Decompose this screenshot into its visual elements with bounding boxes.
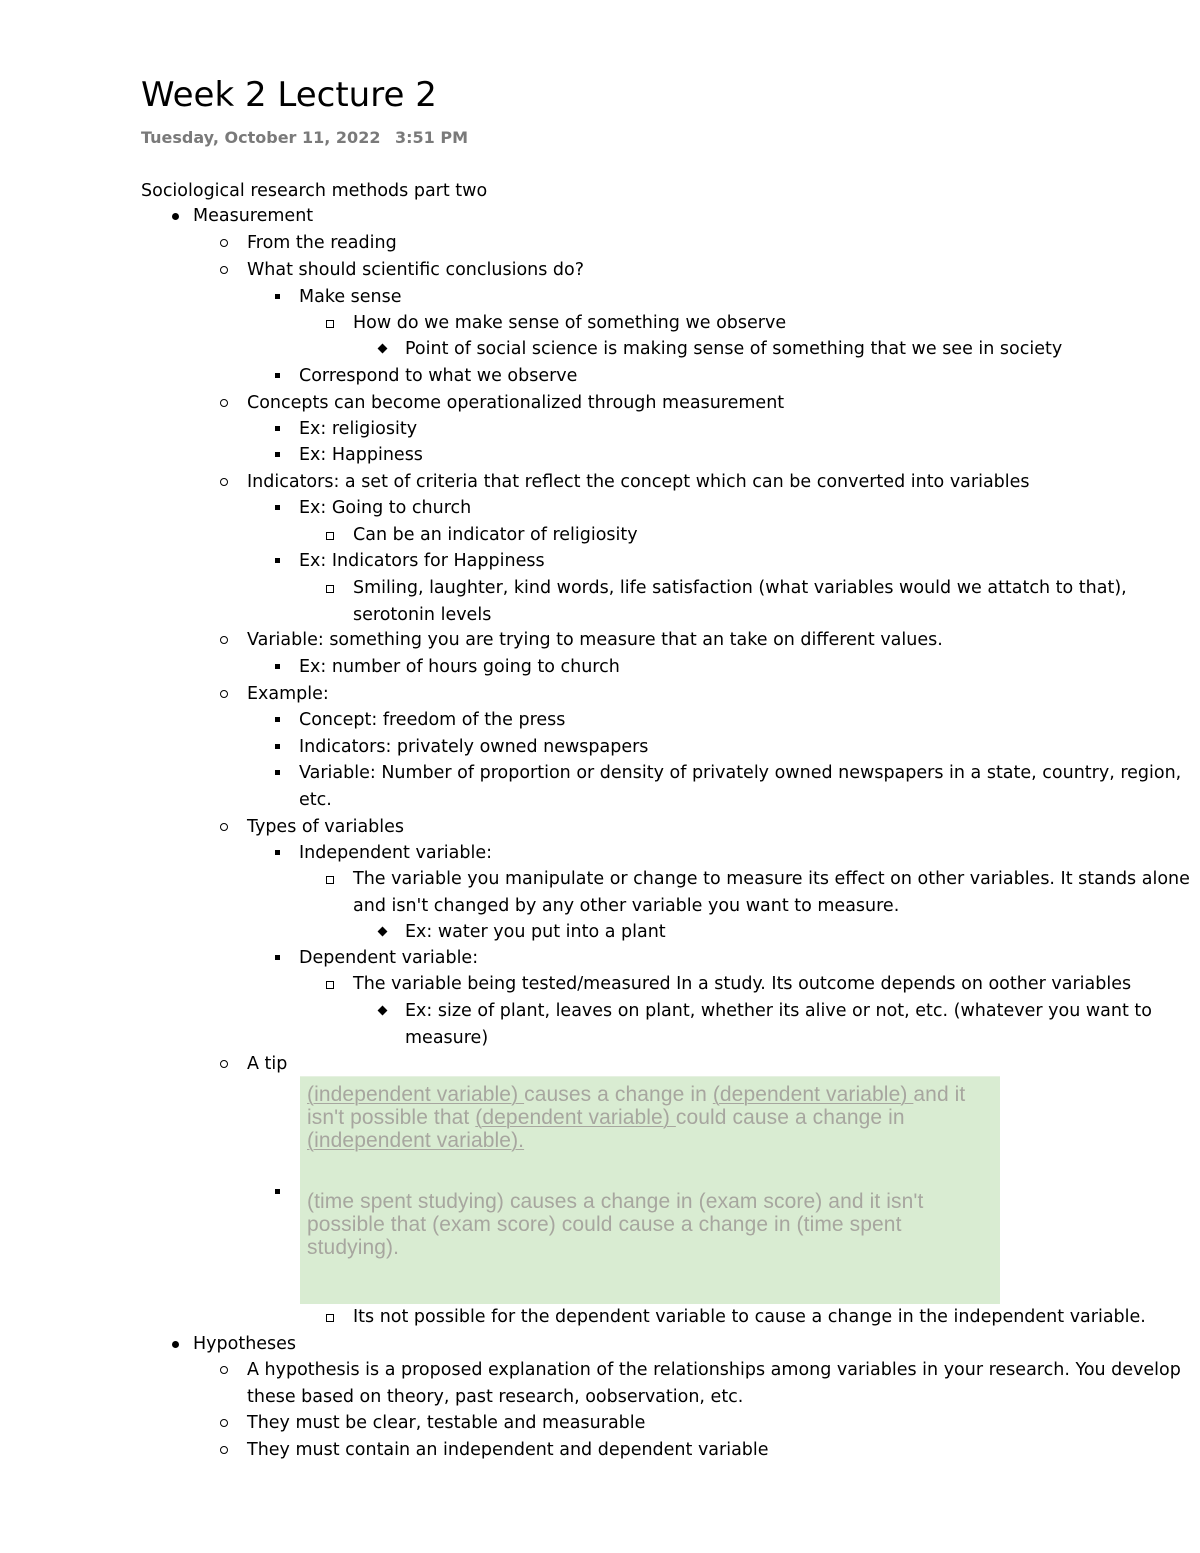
bullet-circle-icon bbox=[220, 1419, 228, 1427]
bullet-square-icon bbox=[275, 850, 280, 855]
bullet-circle-icon bbox=[220, 636, 228, 644]
list-item: From the reading bbox=[247, 233, 397, 253]
list-item: Ex: water you put into a plant bbox=[405, 922, 666, 942]
list-item: Dependent variable: bbox=[299, 948, 479, 968]
list-item: The variable you manipulate or change to measure its effect on other variables. It stands alone and isn't changed by any other variable you want to measure. bbox=[353, 869, 1190, 916]
list-item: Independent variable: bbox=[299, 843, 492, 863]
list-item: The variable being tested/measured In a study. Its outcome depends on oother variables bbox=[353, 974, 1132, 994]
bullet-circle-icon bbox=[220, 823, 228, 831]
bullet-square-icon bbox=[275, 664, 280, 669]
bullet-hollow-square-icon bbox=[326, 876, 334, 884]
tip-underlined-term: (independent variable) bbox=[307, 1083, 525, 1106]
list-item: Ex: Going to church bbox=[299, 498, 472, 518]
list-item: Concepts can become operationalized through measurement bbox=[247, 393, 785, 413]
page-title: Week 2 Lecture 2 bbox=[141, 75, 437, 115]
bullet-hollow-square-icon bbox=[326, 981, 334, 989]
list-item: A hypothesis is a proposed explanation of the relationships among variables in your research. You develop these based on theory, past research, oobservation, etc. bbox=[247, 1360, 1181, 1407]
bullet-square-icon bbox=[275, 505, 280, 510]
list-item: How do we make sense of something we observe bbox=[353, 313, 787, 333]
bullet-square-icon bbox=[275, 373, 280, 378]
list-item: What should scientific conclusions do? bbox=[247, 260, 585, 280]
list-item: Example: bbox=[247, 684, 329, 704]
tip-underlined-term: (dependent variable) bbox=[475, 1106, 676, 1129]
list-item-hypotheses: Hypotheses bbox=[193, 1334, 297, 1354]
tip-underlined-term: (independent variable). bbox=[307, 1129, 525, 1152]
list-item: Indicators: privately owned newspapers bbox=[299, 737, 649, 757]
bullet-hollow-square-icon bbox=[326, 585, 334, 593]
bullet-square-icon bbox=[275, 294, 280, 299]
list-item: A tip bbox=[247, 1054, 288, 1074]
list-item: Indicators: a set of criteria that reflect the concept which can be converted into variables bbox=[247, 472, 1030, 492]
bullet-circle-icon bbox=[220, 690, 228, 698]
list-item: Ex: Indicators for Happiness bbox=[299, 551, 545, 571]
tip-underlined-term: (dependent variable) bbox=[712, 1083, 914, 1106]
bullet-square-icon bbox=[275, 717, 280, 722]
list-item-measurement: Measurement bbox=[193, 206, 314, 226]
tip-text-span: and it isn't possible that bbox=[307, 1083, 966, 1129]
bullet-hollow-square-icon bbox=[326, 1314, 334, 1322]
intro-line: Sociological research methods part two bbox=[141, 181, 488, 201]
bullet-circle-icon bbox=[220, 266, 228, 274]
bullet-square-icon bbox=[275, 955, 280, 960]
list-item: Correspond to what we observe bbox=[299, 366, 578, 386]
bullet-square-icon bbox=[275, 452, 280, 457]
list-item: Point of social science is making sense of something that we see in society bbox=[405, 339, 1063, 359]
bullet-square-icon bbox=[275, 744, 280, 749]
list-item: Smiling, laughter, kind words, life satisfaction (what variables would we attatch to that), serotonin levels bbox=[353, 578, 1127, 625]
bullet-diamond-icon bbox=[378, 1006, 388, 1016]
bullet-hollow-square-icon bbox=[326, 320, 334, 328]
bullet-circle-icon bbox=[220, 1366, 228, 1374]
bullet-diamond-icon bbox=[378, 927, 388, 937]
list-item: Ex: number of hours going to church bbox=[299, 657, 620, 677]
bullet-circle-icon bbox=[220, 239, 228, 247]
list-item: Concept: freedom of the press bbox=[299, 710, 566, 730]
bullet-disc-icon bbox=[172, 213, 179, 220]
bullet-disc-icon bbox=[172, 1341, 179, 1348]
list-item: Its not possible for the dependent variable to cause a change in the independent variable. bbox=[353, 1307, 1146, 1327]
list-item: Ex: size of plant, leaves on plant, whether its alive or not, etc. (whatever you want to measure) bbox=[405, 1001, 1152, 1048]
tip-image bbox=[300, 1076, 1000, 1304]
bullet-circle-icon bbox=[220, 478, 228, 486]
list-item: Ex: Happiness bbox=[299, 445, 423, 465]
bullet-square-icon bbox=[275, 1189, 280, 1194]
list-item: Variable: Number of proportion or density of privately owned newspapers in a state, country, region, etc. bbox=[299, 763, 1182, 810]
bullet-square-icon bbox=[275, 558, 280, 563]
list-item: Variable: something you are trying to measure that an take on different values. bbox=[247, 630, 943, 650]
bullet-square-icon bbox=[275, 770, 280, 775]
tip-image-line-1 bbox=[307, 1083, 987, 1152]
list-item: Can be an indicator of religiosity bbox=[353, 525, 638, 545]
tip-text-span: causes a change in bbox=[524, 1083, 713, 1106]
list-item: Make sense bbox=[299, 287, 402, 307]
bullet-circle-icon bbox=[220, 1060, 228, 1068]
bullet-square-icon bbox=[275, 426, 280, 431]
bullet-hollow-square-icon bbox=[326, 532, 334, 540]
bullet-circle-icon bbox=[220, 399, 228, 407]
list-item: Types of variables bbox=[247, 817, 405, 837]
note-date: Tuesday, October 11, 2022 bbox=[141, 128, 381, 147]
list-item: They must be clear, testable and measurable bbox=[247, 1413, 646, 1433]
tip-image-line-2: (time spent studying) causes a change in (exam score) and it isn't possible that (exam score) could cause a change in (time spent studying). bbox=[307, 1190, 924, 1259]
list-item: Ex: religiosity bbox=[299, 419, 418, 439]
note-time: 3:51 PM bbox=[395, 128, 469, 147]
tip-text-span: could cause a change in bbox=[675, 1106, 905, 1129]
list-item: They must contain an independent and dependent variable bbox=[247, 1440, 769, 1460]
bullet-circle-icon bbox=[220, 1446, 228, 1454]
bullet-diamond-icon bbox=[378, 344, 388, 354]
